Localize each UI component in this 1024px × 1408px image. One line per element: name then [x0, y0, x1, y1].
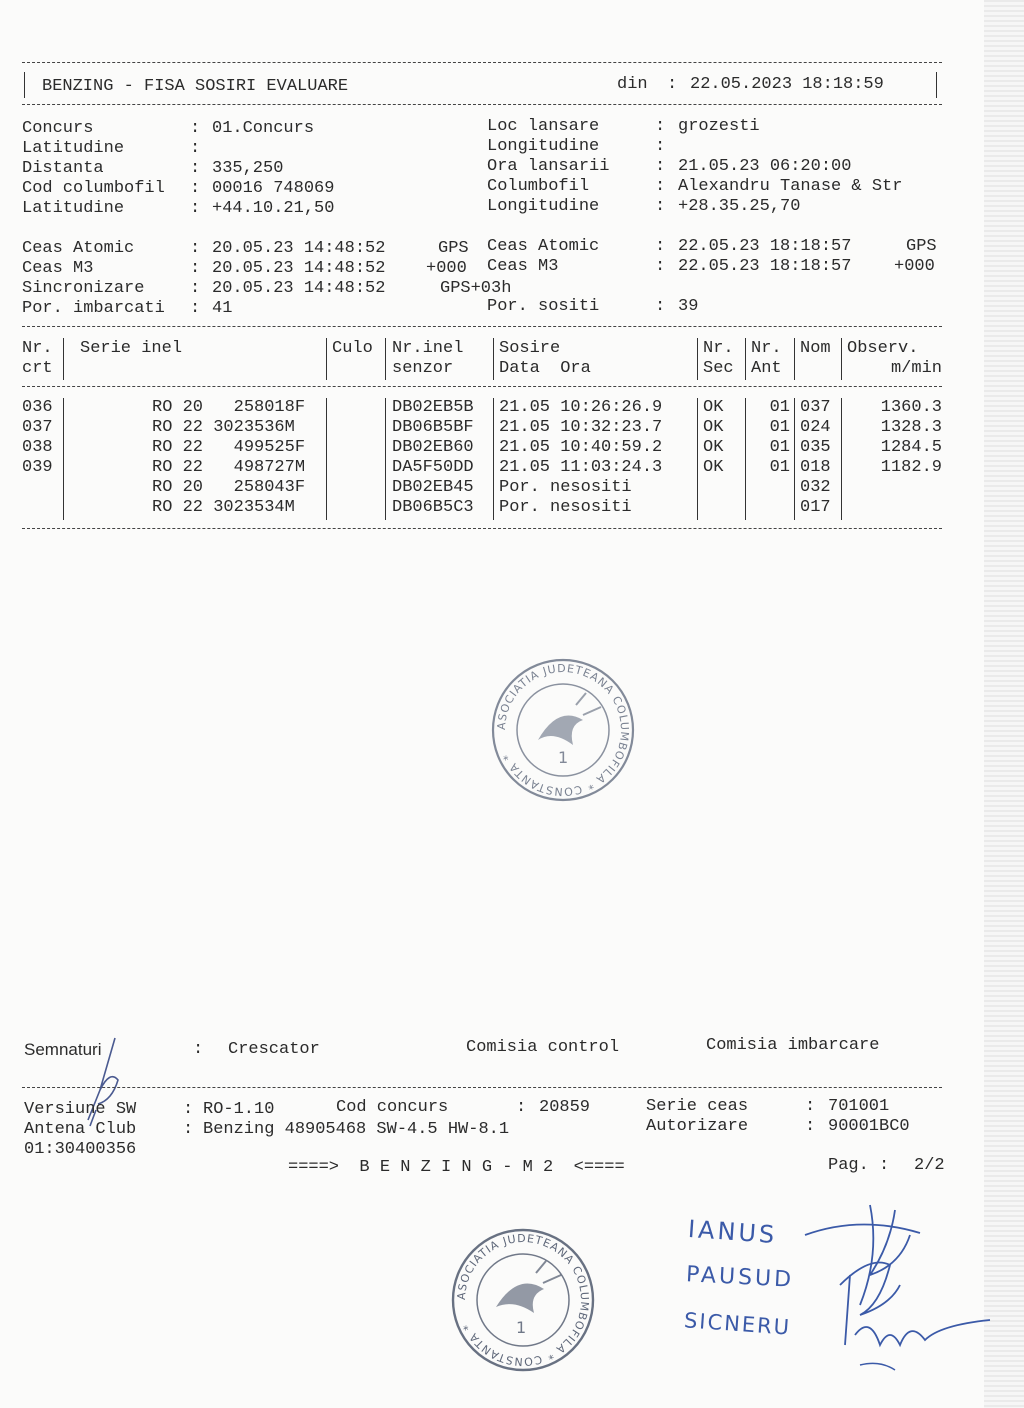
cod-value: 20859: [539, 1098, 591, 1117]
cell-senzor: DB06B5BF: [392, 418, 474, 437]
colon: :: [190, 279, 201, 298]
info-value: +44.10.21,50: [212, 199, 335, 218]
col-nr-header-2: crt: [22, 359, 53, 378]
colon: :: [805, 1097, 816, 1116]
col-sosire-header: Sosire: [499, 339, 561, 358]
cell-nom: 035: [800, 438, 831, 457]
col-divider: [385, 398, 386, 520]
cell-nom: 032: [800, 478, 831, 497]
colon: :: [190, 239, 201, 258]
col-divider: [697, 398, 698, 520]
info-label: Distanta: [22, 159, 104, 178]
col-divider: [841, 398, 842, 520]
info-label: Columbofil: [487, 177, 590, 196]
cell-serie: RO 22 498727M: [152, 458, 306, 477]
cell-serie: RO 22 3023534M: [152, 498, 295, 517]
cod-label: Cod concurs: [336, 1098, 449, 1117]
header-bottom-rule: [22, 104, 942, 105]
cell-senzor: DB02EB5B: [392, 398, 474, 417]
date-value: 22.05.2023 18:18:59: [690, 75, 884, 94]
col-serie-header: Serie inel: [80, 339, 183, 358]
col-sec-header: Nr.: [703, 339, 734, 358]
table-header-rule: [22, 386, 942, 387]
info-label: Ora lansarii: [487, 157, 610, 176]
date-colon: :: [667, 75, 678, 94]
colon: :: [190, 299, 201, 318]
info-label: Concurs: [22, 119, 94, 138]
signatures-label: Semnaturi: [24, 1040, 102, 1059]
colon: :: [655, 137, 666, 156]
cell-nr: 038: [22, 438, 53, 457]
colon: :: [805, 1117, 816, 1136]
antena-label: Antena Club: [24, 1120, 137, 1139]
clock-label: Ceas Atomic: [22, 239, 135, 258]
cell-sec: OK: [703, 458, 724, 477]
colon: :: [190, 259, 201, 278]
clock-label: Por. imbarcati: [22, 299, 165, 318]
clock-label: Ceas Atomic: [487, 237, 600, 256]
autorizare-label: Autorizare: [646, 1117, 749, 1136]
col-obs-header-2: m/min: [890, 359, 942, 378]
cell-serie: RO 22 499525F: [152, 438, 306, 457]
cell-senzor: DB02EB45: [392, 478, 474, 497]
clock-value: 22.05.23 18:18:57: [678, 237, 852, 256]
handwritten-name-1: IANUS: [687, 1214, 779, 1250]
cell-senzor: DB06B5C3: [392, 498, 474, 517]
cell-ant: 01: [769, 398, 790, 417]
cell-nom: 017: [800, 498, 831, 517]
cell-serie: RO 20 258043F: [152, 478, 306, 497]
colon: :: [193, 1040, 204, 1059]
cell-ant: 01: [769, 458, 790, 477]
cell-serie: RO 22 3023536M: [152, 418, 295, 437]
col-sec-header-2: Sec: [703, 359, 734, 378]
signature-scribbles-right: [800, 1195, 1000, 1380]
association-stamp: [488, 655, 638, 805]
versiune-label: Versiune SW: [24, 1100, 137, 1119]
clock-value: 39: [678, 297, 699, 316]
handwritten-name-2: PAUSUD: [685, 1262, 795, 1293]
col-divider: [794, 338, 795, 380]
clock-value: 20.05.23 14:48:52: [212, 279, 386, 298]
colon: :: [190, 199, 201, 218]
signature-comisia-control: Comisia control: [466, 1038, 620, 1057]
info-value: 21.05.23 06:20:00: [678, 157, 852, 176]
footer-top-rule: [22, 1087, 942, 1088]
col-sosire-header-2: Data Ora: [499, 359, 591, 378]
cell-sec: OK: [703, 418, 724, 437]
colon: :: [655, 157, 666, 176]
cell-sosire: Por. nesositi: [499, 478, 632, 497]
cell-sosire: 21.05 11:03:24.3: [499, 458, 663, 477]
cell-nr: 039: [22, 458, 53, 477]
info-label: Latitudine: [22, 139, 125, 158]
info-label: Latitudine: [22, 199, 125, 218]
clock-suffix: GPS+03h: [440, 279, 512, 298]
colon: :: [183, 1100, 194, 1119]
info-value: +28.35.25,70: [678, 197, 801, 216]
clock-value: 41: [212, 299, 233, 318]
col-obs-header: Observ.: [847, 339, 919, 358]
col-divider: [745, 338, 746, 380]
clock-value: 20.05.23 14:48:52: [212, 259, 386, 278]
col-ant-header-2: Ant: [751, 359, 782, 378]
cell-obs: 1182.9: [880, 458, 942, 477]
clock-value: 22.05.23 18:18:57: [678, 257, 852, 276]
cell-sec: OK: [703, 398, 724, 417]
header-right-bar: [936, 72, 937, 98]
col-nr-header: Nr.: [22, 339, 53, 358]
document-title: BENZING - FISA SOSIRI EVALUARE: [42, 77, 349, 96]
brand-banner: ====> B E N Z I N G - M 2 <====: [288, 1158, 625, 1177]
cell-sosire: 21.05 10:26:26.9: [499, 398, 663, 417]
col-divider: [493, 398, 494, 520]
association-stamp-bottom: [448, 1225, 598, 1375]
page-label: Pag. :: [828, 1156, 890, 1175]
col-divider: [326, 398, 327, 520]
col-senzor-header: Nr.inel: [392, 339, 464, 358]
col-divider: [493, 338, 494, 380]
colon: :: [655, 237, 666, 256]
header-top-rule: [22, 62, 942, 63]
clock-suffix: +000: [426, 259, 467, 278]
handwritten-name-3: SICNERU: [683, 1308, 792, 1340]
colon: :: [183, 1120, 194, 1139]
cell-obs: 1360.3: [880, 398, 942, 417]
colon: :: [516, 1098, 527, 1117]
info-label: Cod columbofil: [22, 179, 165, 198]
signature-comisia-imbarcare: Comisia imbarcare: [706, 1036, 880, 1055]
clock-label: Sincronizare: [22, 279, 145, 298]
cell-obs: 1328.3: [880, 418, 942, 437]
svg-text:1: 1: [558, 748, 569, 767]
colon: :: [655, 177, 666, 196]
cell-ant: 01: [769, 438, 790, 457]
versiune-value: RO-1.10: [203, 1100, 275, 1119]
cell-sosire: 21.05 10:32:23.7: [499, 418, 663, 437]
cell-serie: RO 20 258018F: [152, 398, 306, 417]
colon: :: [655, 197, 666, 216]
footer-extra-code: 01:30400356: [24, 1140, 137, 1159]
table-top-rule: [22, 326, 942, 327]
info-label: Loc lansare: [487, 117, 600, 136]
info-value: Alexandru Tanase & Str: [678, 177, 903, 196]
info-value: grozesti: [678, 117, 760, 136]
cell-senzor: DA5F50DD: [392, 458, 474, 477]
cell-nr: 036: [22, 398, 53, 417]
col-senzor-header-2: senzor: [392, 359, 454, 378]
svg-text:1: 1: [516, 1318, 527, 1337]
info-value: 00016 748069: [212, 179, 335, 198]
col-nom-header: Nom: [800, 339, 831, 358]
colon: :: [190, 139, 201, 158]
col-divider: [697, 338, 698, 380]
info-value: 335,250: [212, 159, 284, 178]
col-culo-header: Culo: [332, 339, 373, 358]
cell-nom: 024: [800, 418, 831, 437]
cell-sec: OK: [703, 438, 724, 457]
date-label: din: [617, 75, 648, 94]
colon: :: [190, 119, 201, 138]
cell-sosire: Por. nesositi: [499, 498, 632, 517]
colon: :: [190, 159, 201, 178]
col-divider: [794, 398, 795, 520]
colon: :: [655, 257, 666, 276]
signature-crescator: Crescator: [228, 1040, 320, 1059]
colon: :: [190, 179, 201, 198]
colon: :: [655, 297, 666, 316]
clock-suffix: +000: [894, 257, 935, 276]
stamp-text: ASOCIATIA JUDETEANA COLUMBOFILA * CONSTANTA *: [454, 1231, 592, 1369]
page-number: 2/2: [914, 1156, 945, 1175]
cell-sosire: 21.05 10:40:59.2: [499, 438, 663, 457]
clock-suffix: GPS: [438, 239, 469, 258]
clock-label: Por. sositi: [487, 297, 600, 316]
colon: :: [655, 117, 666, 136]
stamp-text: ASOCIATIA JUDETEANA COLUMBOFILA * CONSTANTA *: [494, 661, 632, 799]
col-divider: [63, 338, 64, 380]
autorizare-value: 90001BC0: [828, 1117, 910, 1136]
serie-value: 701001: [828, 1097, 890, 1116]
clock-label: Ceas M3: [22, 259, 94, 278]
cell-obs: 1284.5: [880, 438, 942, 457]
serie-label: Serie ceas: [646, 1097, 749, 1116]
info-label: Longitudine: [487, 197, 600, 216]
info-label: Longitudine: [487, 137, 600, 156]
antena-value: Benzing 48905468 SW-4.5 HW-8.1: [203, 1120, 510, 1139]
clock-label: Ceas M3: [487, 257, 559, 276]
header-left-bar: [24, 72, 25, 98]
col-divider: [326, 338, 327, 380]
col-divider: [745, 398, 746, 520]
clock-suffix: GPS: [906, 237, 937, 256]
cell-senzor: DB02EB60: [392, 438, 474, 457]
col-divider: [63, 398, 64, 520]
cell-nr: 037: [22, 418, 53, 437]
clock-value: 20.05.23 14:48:52: [212, 239, 386, 258]
cell-nom: 037: [800, 398, 831, 417]
col-divider: [385, 338, 386, 380]
table-bottom-rule: [22, 528, 942, 529]
col-divider: [841, 338, 842, 380]
cell-nom: 018: [800, 458, 831, 477]
cell-ant: 01: [769, 418, 790, 437]
info-value: 01.Concurs: [212, 119, 315, 138]
col-ant-header: Nr.: [751, 339, 782, 358]
